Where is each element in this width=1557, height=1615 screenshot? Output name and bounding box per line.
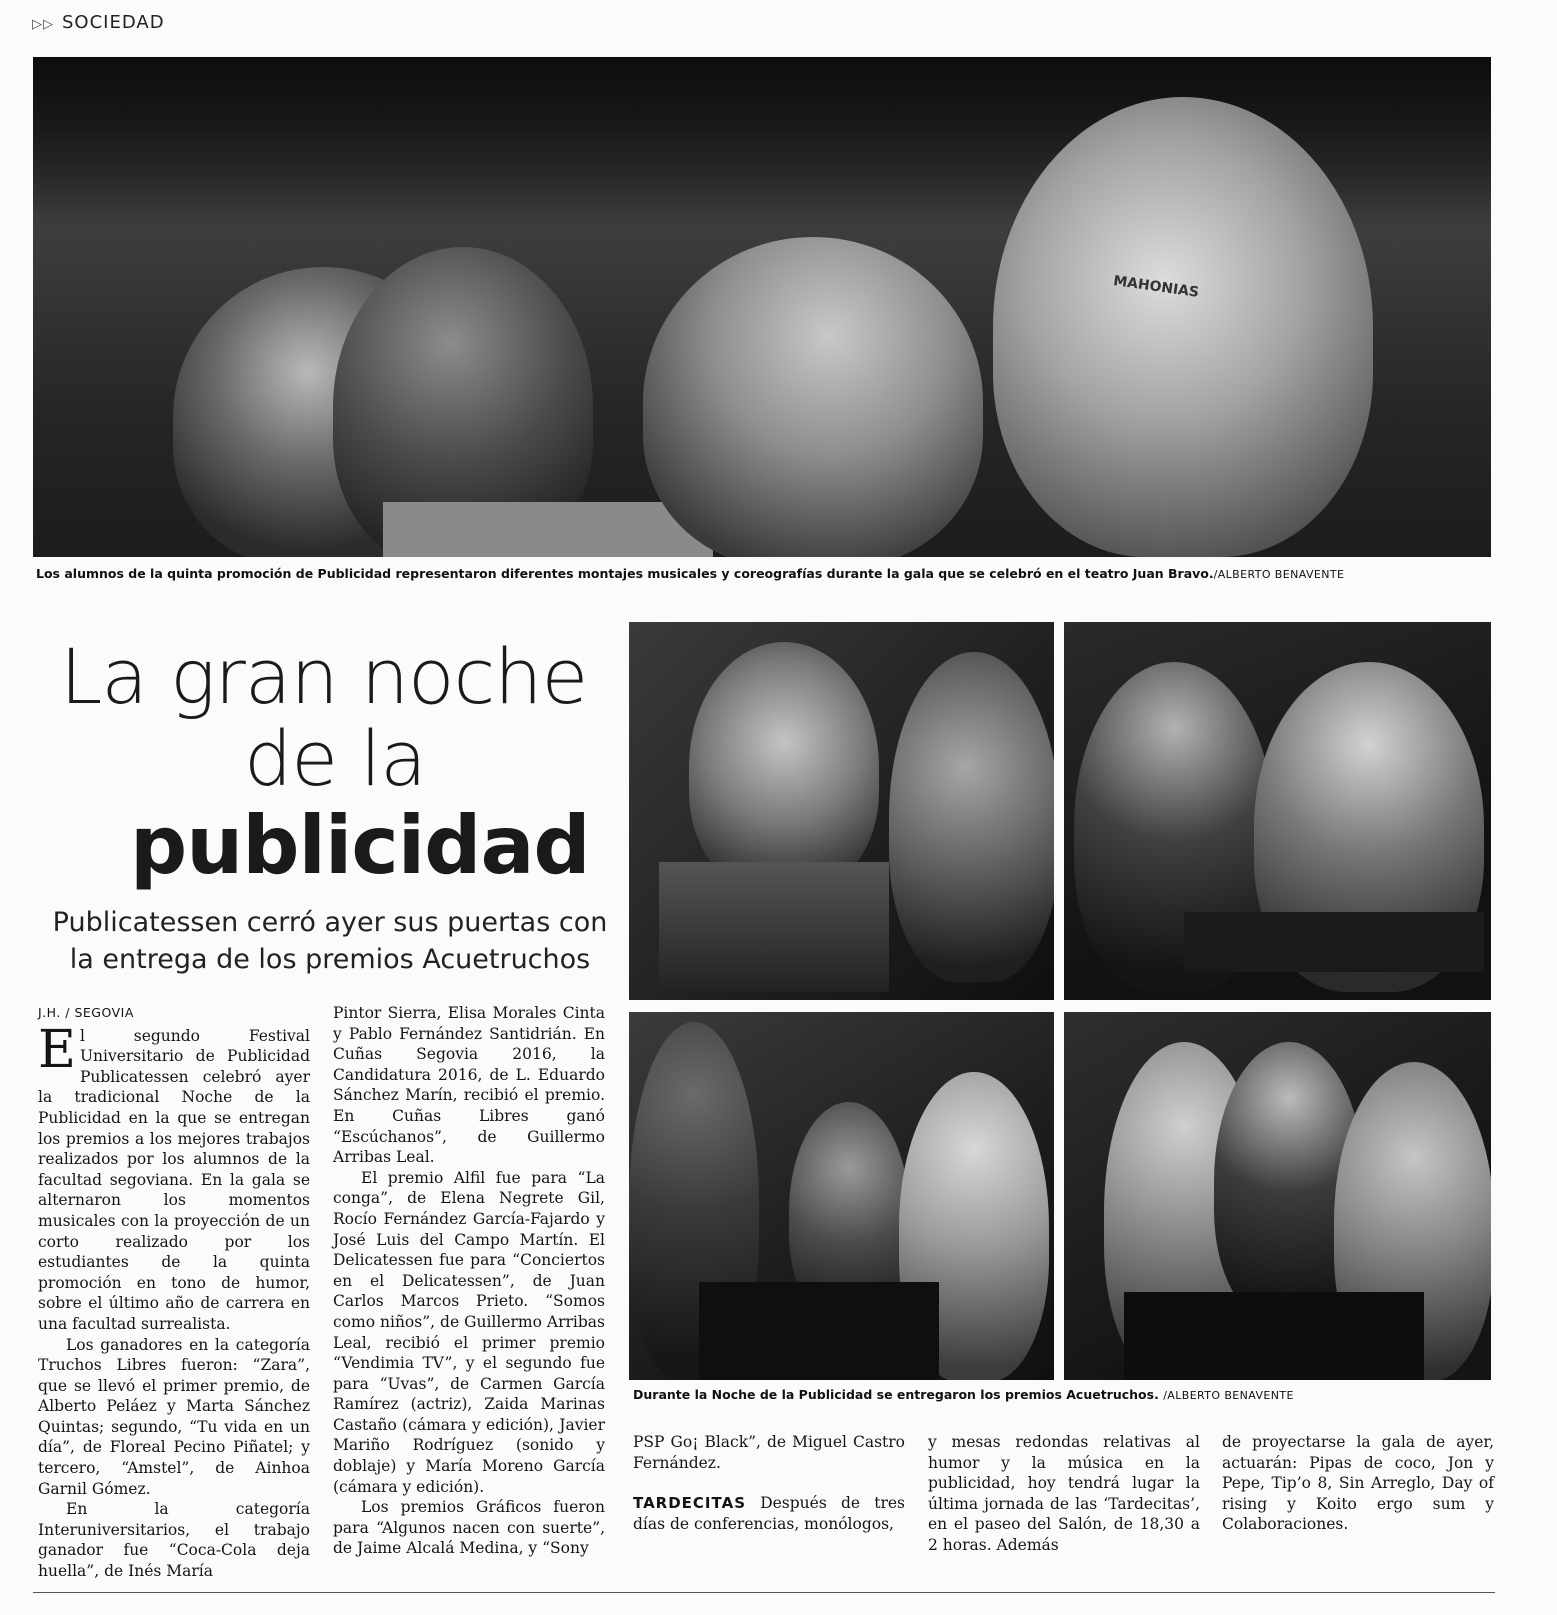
performer-woman-center bbox=[643, 237, 983, 557]
col1-p1: l segundo Festival Universitario de Publicidad Publicatessen celebró ayer la tradicional Noche de la Publicidad en la que se entregan los premios a los mejores trabajos realizados por los alumnos de la facultad segoviana. En la gala se alternaron los momentos musicales con la proyección de un corto realizado por los estudiantes de la quinta promoción en tono de humor, sobre el último año de carrera en una facultad surrealista. bbox=[38, 1026, 310, 1333]
section-label bbox=[32, 12, 165, 33]
gallery-photo-trophy bbox=[1064, 1012, 1491, 1380]
col3-p1: PSP Go¡ Black”, de Miguel Castro Fernández. bbox=[633, 1433, 905, 1472]
col5-p1: de proyectarse la gala de ayer, actuarán: Pipas de coco, Jon y Pepe, Tip’o 8, Sin Arreglo, Day of rising y Koito ergo sum y Colaboraciones. bbox=[1222, 1433, 1494, 1534]
top-caption-text: Los alumnos de la quinta promoción de Publicidad representaron diferentes montajes musicales y coreografías durante la gala que se celebró en el teatro Juan Bravo. bbox=[36, 566, 1214, 581]
article-headline bbox=[60, 632, 620, 892]
stage-table bbox=[383, 502, 713, 557]
col2-p1: Pintor Sierra, Elisa Morales Cinta y Pablo Fernández Santidrián. En Cuñas Segovia 2016, la Candidatura 2016, de L. Eduardo Sánchez Marín, recibió el premio. En Cuñas Libres ganó “Escúchanos”, de Guillermo Arribas Leal. bbox=[333, 1004, 605, 1167]
bottom-rule bbox=[33, 1592, 1495, 1593]
podium bbox=[699, 1282, 939, 1380]
drop-cap: E bbox=[38, 1019, 76, 1080]
col2-p3: Los premios Gráficos fueron para “Algunos nacen con suerte”, de Jaime Alcalá Medina, y “Sony bbox=[333, 1498, 605, 1558]
performer-man-hoodie bbox=[993, 97, 1373, 557]
headline-line-1: La gran noche bbox=[60, 632, 588, 721]
podium-right bbox=[1124, 1292, 1424, 1380]
col3-p2: Después de tres días de conferencias, monólogos, bbox=[633, 1494, 905, 1533]
article-column-2 bbox=[333, 1003, 605, 1559]
stage-inset bbox=[659, 862, 889, 992]
gallery-photo-award-handover bbox=[1064, 622, 1491, 1000]
tardecitas-kicker: TARDECITAS bbox=[633, 1494, 746, 1513]
col4-p1: y mesas redondas relativas al humor y la música en la publicidad, hoy tendrá lugar la última jornada de las ‘Tardecitas’, en el paseo del Salón, de 18,30 a 2 horas. Además bbox=[928, 1433, 1200, 1554]
top-stage-photo bbox=[33, 57, 1491, 557]
section-text: SOCIEDAD bbox=[62, 12, 165, 33]
top-photo-caption bbox=[36, 566, 1496, 581]
gallery-caption-text: Durante la Noche de la Publicidad se entregaron los premios Acuetruchos. bbox=[633, 1387, 1159, 1402]
lectern bbox=[1184, 912, 1484, 972]
article-byline: J.H. / SEGOVIA bbox=[38, 1005, 134, 1020]
article-column-3 bbox=[633, 1432, 905, 1534]
article-column-4 bbox=[928, 1432, 1200, 1556]
gallery-caption-credit: /ALBERTO BENAVENTE bbox=[1163, 1389, 1294, 1402]
article-subhead: Publicatessen cerró ayer sus puertas con la entrega de los premios Acuetruchos bbox=[52, 907, 608, 975]
col2-p2: El premio Alfil fue para “La conga”, de Elena Negrete Gil, Rocío Fernández García-Fajardo y José Luis del Campo Martín. El Delicatessen fue para “Conciertos en el Delicatessen”, de Juan Carlos Marcos Prieto. “Somos como niños”, de Guillermo Arribas Leal, recibió el primer premio “Vendimia TV”, y el segundo fue para “Uvas”, de Carmen García Ramírez (actriz), Zaida Marinas Castaño (cámara y edición), Javier Mariño Rodríguez (sonido y doblaje) y María Moreno García (cámara y edición). bbox=[333, 1168, 605, 1496]
gallery-photo-presenters bbox=[629, 622, 1054, 1000]
presenter-woman-face bbox=[889, 652, 1054, 982]
article-column-1 bbox=[38, 1003, 310, 1582]
top-caption-credit: /ALBERTO BENAVENTE bbox=[1213, 568, 1345, 581]
gallery-photo-women-mic bbox=[629, 1012, 1054, 1380]
presenter-man-face bbox=[689, 642, 879, 892]
hoodie-text: MAHONIAS bbox=[1112, 273, 1200, 301]
section-arrow-icon: ▷▷ bbox=[32, 17, 54, 32]
headline-line-2: de la bbox=[244, 714, 426, 803]
article-column-5 bbox=[1222, 1432, 1494, 1535]
headline-line-3: publicidad bbox=[130, 799, 590, 892]
gallery-caption bbox=[633, 1387, 1493, 1402]
col1-p3: En la categoría Interuniversitarios, el trabajo ganador fue “Coca-Cola deja huella”, de Inés María bbox=[38, 1500, 310, 1581]
col1-p2: Los ganadores en la categoría Truchos Libres fueron: “Zara”, que se llevó el primer premio, de Alberto Peláez y Marta Sánchez Quintas; segundo, “Tu vida en un día”, de Floreal Pecino Piñatel; y tercero, “Amstel”, de Ainhoa Garnil Gómez. bbox=[38, 1335, 310, 1498]
